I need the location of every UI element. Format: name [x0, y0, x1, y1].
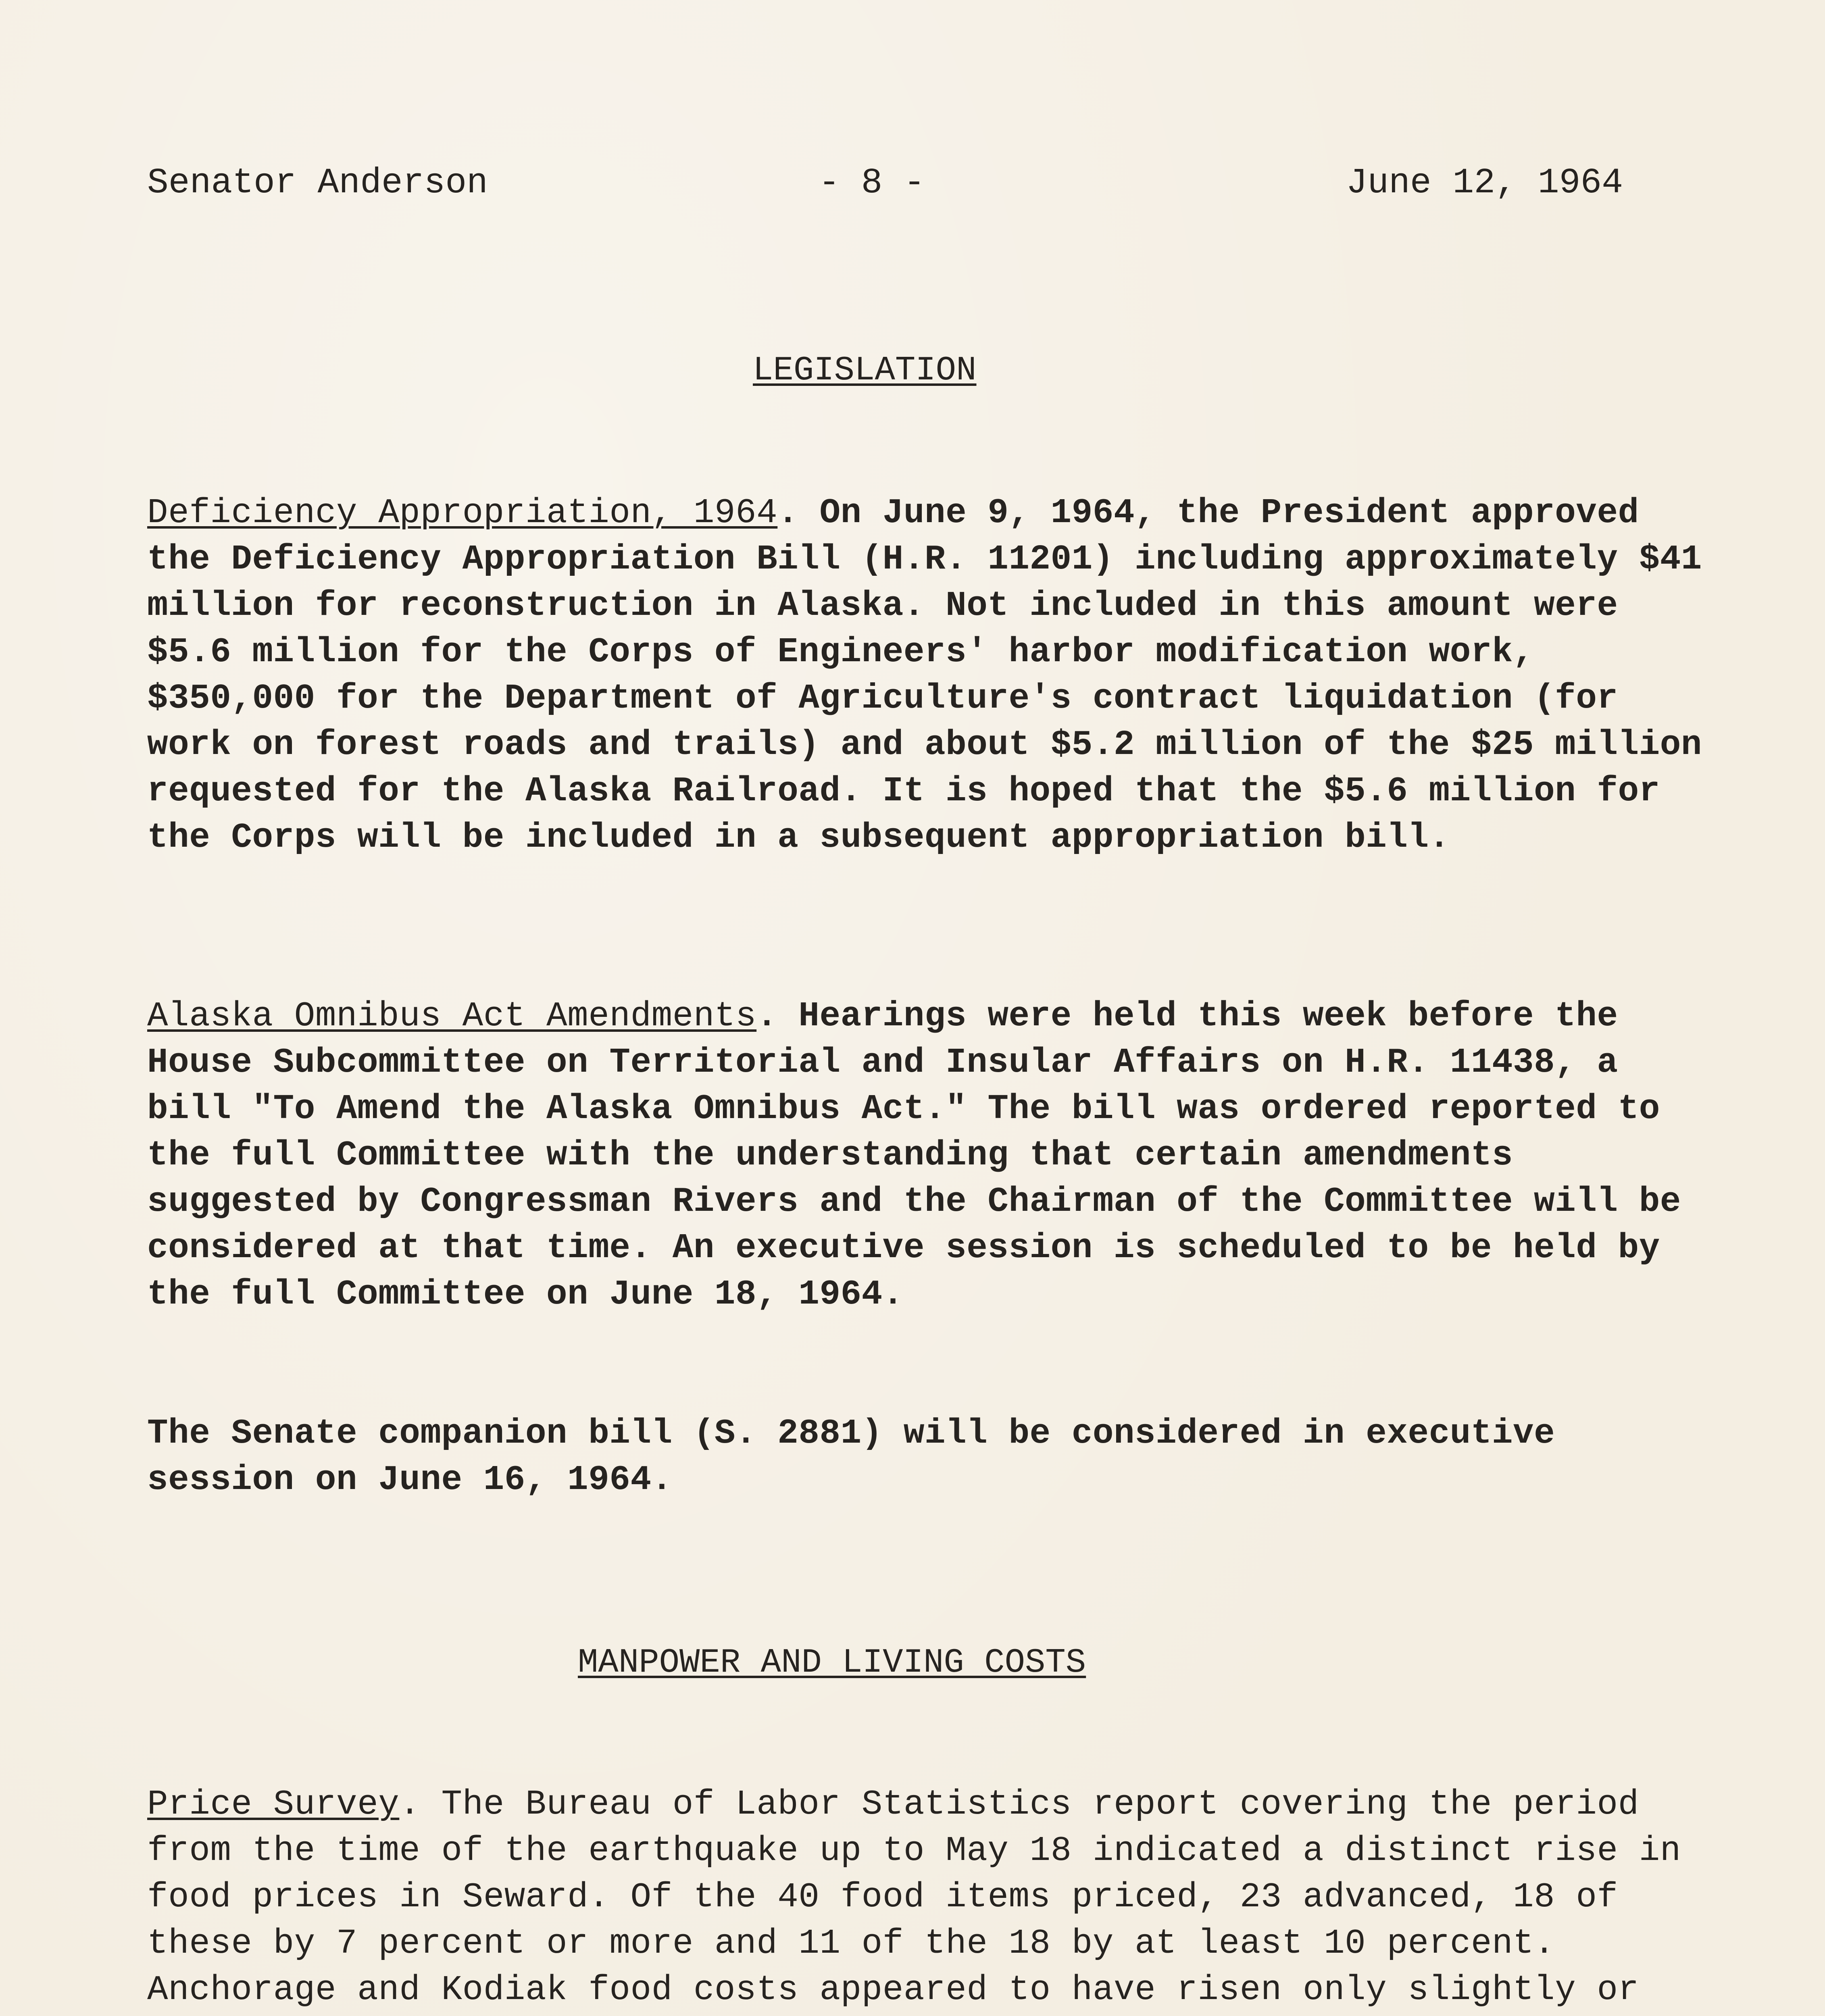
- section-heading-manpower: MANPOWER AND LIVING COSTS: [578, 1644, 1086, 1682]
- paragraph-title: Alaska Omnibus Act Amendments: [147, 996, 757, 1036]
- paragraph-omnibus-act-amendments: [147, 993, 1712, 1318]
- paragraph-title: Deficiency Appropriation, 1964: [147, 493, 778, 533]
- page-header: [147, 161, 1623, 206]
- paragraph-price-survey: [147, 1781, 1712, 2016]
- paragraph-text: The Senate companion bill (S. 2881) will be considered in executive session on June 16, 1964.: [147, 1414, 1555, 1500]
- section-heading-legislation: LEGISLATION: [753, 352, 977, 390]
- header-page-number: - 8 -: [819, 163, 925, 203]
- header-name: Senator Anderson: [147, 163, 488, 203]
- paragraph-senate-companion-bill: [147, 1410, 1712, 1503]
- paragraph-text: . The Bureau of Labor Statistics report covering the period from the time of the earthquake up to May 18 indicated a distinct rise in food prices in Seward. Of the 40 food items priced, 23 advanced, 18 of these by 7 percent or more and 11 of the 18 by at least 10 percent. Anchorage and Kodiak food costs appeared to have risen only slightly or: [147, 1785, 1681, 2010]
- header-date: June 12, 1964: [1346, 163, 1623, 203]
- paragraph-title: Price Survey: [147, 1785, 400, 1824]
- paragraph-text: . On June 9, 1964, the President approved the Deficiency Appropriation Bill (H.R. 11201) including approximately $41 million for reconstruction in Alaska. Not included in this amount were $5.6 million for the Corps of Engineers' harbor modification work, $350,000 for the Department of Agriculture's contract liquidation (for work on forest roads and trails) and about $5.2 million of the $25 million requested for the Alaska Railroad. It is hoped that the $5.6 million for the Corps will be included in a subsequent appropriation bill.: [147, 493, 1702, 857]
- paragraph-deficiency-appropriation: [147, 490, 1712, 861]
- paragraph-text: . Hearings were held this week before the House Subcommittee on Territorial and Insular Affairs on H.R. 11438, a bill "To Amend the Alaska Omnibus Act." The bill was ordered reported to the full Committee with the understanding that certain amendments suggested by Congressman Rivers and the Chairman of the Committee will be considered at that time. An executive session is scheduled to be held by the full Committee on June 18, 1964.: [147, 996, 1681, 1314]
